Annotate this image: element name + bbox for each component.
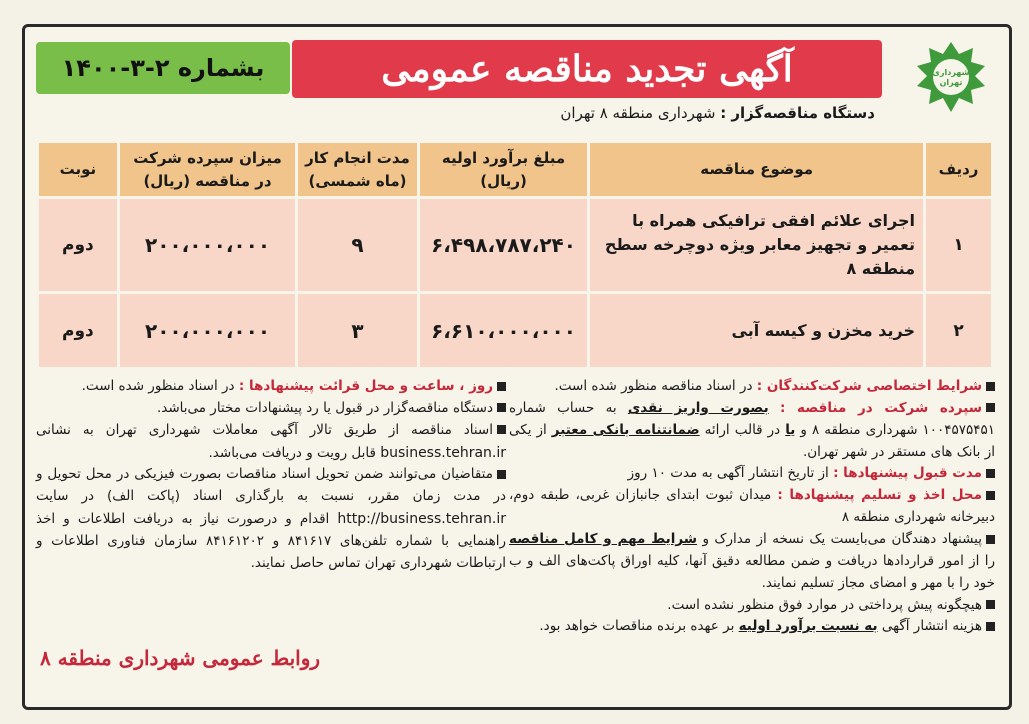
bullet-icon <box>986 622 995 631</box>
organizer-line <box>560 104 875 122</box>
cell-row-number: ۱ <box>926 199 991 291</box>
svg-text:تهران: تهران <box>939 78 963 87</box>
bullet-icon <box>497 403 506 412</box>
cell-deposit: ۲۰۰،۰۰۰،۰۰۰ <box>120 199 295 291</box>
cell-deposit: ۲۰۰،۰۰۰،۰۰۰ <box>120 294 295 367</box>
deposit-cash-text: بصورت واریز نقدی <box>627 399 769 416</box>
bullet-icon <box>986 382 995 391</box>
bullet-icon <box>986 403 995 412</box>
bullet-icon <box>986 600 995 609</box>
header-estimate: مبلغ برآورد اولیه (ریال) <box>420 143 587 196</box>
header-round: نوبت <box>39 143 117 196</box>
documents-availability <box>36 420 506 465</box>
organizer-label: دستگاه مناقصه‌گزار : <box>720 104 875 122</box>
deposit-or-text: یا <box>785 421 796 438</box>
cell-row-number: ۲ <box>926 294 991 367</box>
documents-instruction-text1: پیشنهاد دهندگان می‌بایست یک نسخه از مدارک و <box>702 531 982 548</box>
bullet-icon <box>986 535 995 544</box>
bullet-icon <box>497 382 506 391</box>
online-upload <box>36 464 506 574</box>
no-prepayment-text: هیچگونه پیش پرداختی در موارد فوق منظور نشده است. <box>667 596 982 613</box>
opening-time-label: روز ، ساعت و محل قرائت پیشنهادها : <box>238 378 493 394</box>
organizer-discretion <box>36 398 506 420</box>
cell-round: دوم <box>39 199 117 291</box>
notice-title-banner <box>292 40 882 98</box>
deposit-account-text: به حساب شماره ۱۰۰۴۵۷۵۴۵۱ شهرداری منطقه ۸ و <box>509 399 996 438</box>
bullet-icon <box>986 491 995 500</box>
advert-cost-basis: به نسبت برآورد اولیه <box>738 618 878 635</box>
documents-conditions-text: شرایط مهم و کامل مناقصه <box>509 531 698 548</box>
cell-subject: خرید مخزن و کیسه آبی <box>590 294 923 367</box>
acceptance-period <box>509 463 995 485</box>
cell-round: دوم <box>39 294 117 367</box>
advert-cost-text1: هزینه انتشار آگهی <box>881 618 982 635</box>
bullet-icon <box>497 470 506 479</box>
conditions-left-column <box>36 376 506 575</box>
header-subject: موضوع مناقصه <box>590 143 923 196</box>
acceptance-period-label: مدت قبول پیشنهادها : <box>833 465 982 482</box>
business-site-url-link[interactable]: http://business.tehran.ir <box>337 511 506 528</box>
deposit-conditions <box>509 398 995 464</box>
notice-number-box <box>36 42 290 94</box>
participant-conditions <box>509 376 995 398</box>
organizer-value: شهرداری منطقه ۸ تهران <box>560 104 716 122</box>
header-deposit: میزان سپرده شرکت در مناقصه (ریال) <box>120 143 295 196</box>
advert-cost <box>509 616 995 638</box>
table-row <box>39 294 991 367</box>
documents-availability-text1: اسناد مناقصه از طریق تالار آگهی معاملات شهرداری تهران به نشانی <box>36 421 493 438</box>
documents-availability-text2: قابل رویت و دریافت می‌باشد. <box>208 444 376 461</box>
deposit-form-text: در قالب ارائه <box>704 421 781 438</box>
bullet-icon <box>497 425 506 434</box>
deposit-guarantee-text: ضمانتنامه بانکی معتبر <box>551 421 700 438</box>
cell-duration: ۹ <box>298 199 417 291</box>
conditions-right-column <box>509 376 995 638</box>
notice-number: بشماره ۲-۳-۱۴۰۰ <box>61 54 265 82</box>
cell-duration: ۳ <box>298 294 417 367</box>
deposit-label: سپرده شرکت در مناقصه : <box>779 399 982 416</box>
cell-subject: اجرای علائم افقی ترافیکی همراه با تعمیر و تجهیز معابر ویژه دوچرخه سطح منطقه ۸ <box>590 199 923 291</box>
tender-table <box>36 140 994 370</box>
advert-cost-text2: بر عهده برنده مناقصات خواهد بود. <box>539 618 735 635</box>
submission-location <box>509 485 995 529</box>
online-upload-text1: متقاضیان می‌توانند ضمن تحویل اسناد مناقصات بصورت فیزیکی در محل تحویل و در مدت زمان مقرر، نسبت به بارگذاری اسناد (پاکت الف) در سایت <box>36 466 506 505</box>
organizer-discretion-text: دستگاه مناقصه‌گزار در قبول یا رد پیشنهادات مختار می‌باشد. <box>156 399 493 416</box>
documents-instruction <box>509 529 995 595</box>
table-header-row <box>39 143 991 196</box>
bullet-icon <box>986 469 995 478</box>
participant-conditions-text: در اسناد مناقصه منظور شده است. <box>554 378 753 394</box>
opening-time <box>36 376 506 398</box>
notice-title: آگهی تجدید مناقصه عمومی <box>381 48 793 90</box>
business-site-link[interactable]: business.tehran.ir <box>380 444 506 461</box>
cell-estimate: ۶،۴۹۸،۷۸۷،۲۴۰ <box>420 199 587 291</box>
no-prepayment <box>509 595 995 617</box>
opening-time-text: در اسناد منظور شده است. <box>81 378 235 394</box>
online-upload-text2: اقدام و درصورت نیاز به دریافت اطلاعات و اخذ راهنمایی با شماره تلفن‌های ۸۴۱۶۱۷ و ۸۴۱۶۱۲۰۲ سازمان فناوری اطلاعات و ارتباطات شهرداری تهران تماس حاصل نمایند. <box>36 511 507 571</box>
submission-location-text: میدان ثبوت ابتدای جانبازان غربی، طبقه دوم، دبیرخانه شهرداری منطقه ۸ <box>509 487 995 526</box>
documents-instruction-text2: را از امور قراردادها دریافت و ضمن مطالعه دقیق آنها، کلیه اوراق پاکت‌های الف و ب خود را با مهر و امضای مجاز تسلیم نمایند. <box>509 552 995 591</box>
tehran-municipality-logo <box>913 40 989 116</box>
public-relations-signature: روابط عمومی شهرداری منطقه ۸ <box>40 646 321 670</box>
submission-location-label: محل اخذ و تسلیم پیشنهادها : <box>777 487 982 504</box>
svg-text:شهرداری: شهرداری <box>932 68 970 77</box>
deposit-bank-text: از یکی از بانک های مستقر در شهر تهران. <box>509 421 995 460</box>
table-row <box>39 199 991 291</box>
participant-conditions-label: شرایط اختصاصی شرکت‌کنندگان : <box>756 378 982 394</box>
acceptance-period-text: از تاریخ انتشار آگهی به مدت ۱۰ روز <box>627 465 829 482</box>
header-duration: مدت انجام کار (ماه شمسی) <box>298 143 417 196</box>
cell-estimate: ۶،۶۱۰،۰۰۰،۰۰۰ <box>420 294 587 367</box>
header-row-number: ردیف <box>926 143 991 196</box>
